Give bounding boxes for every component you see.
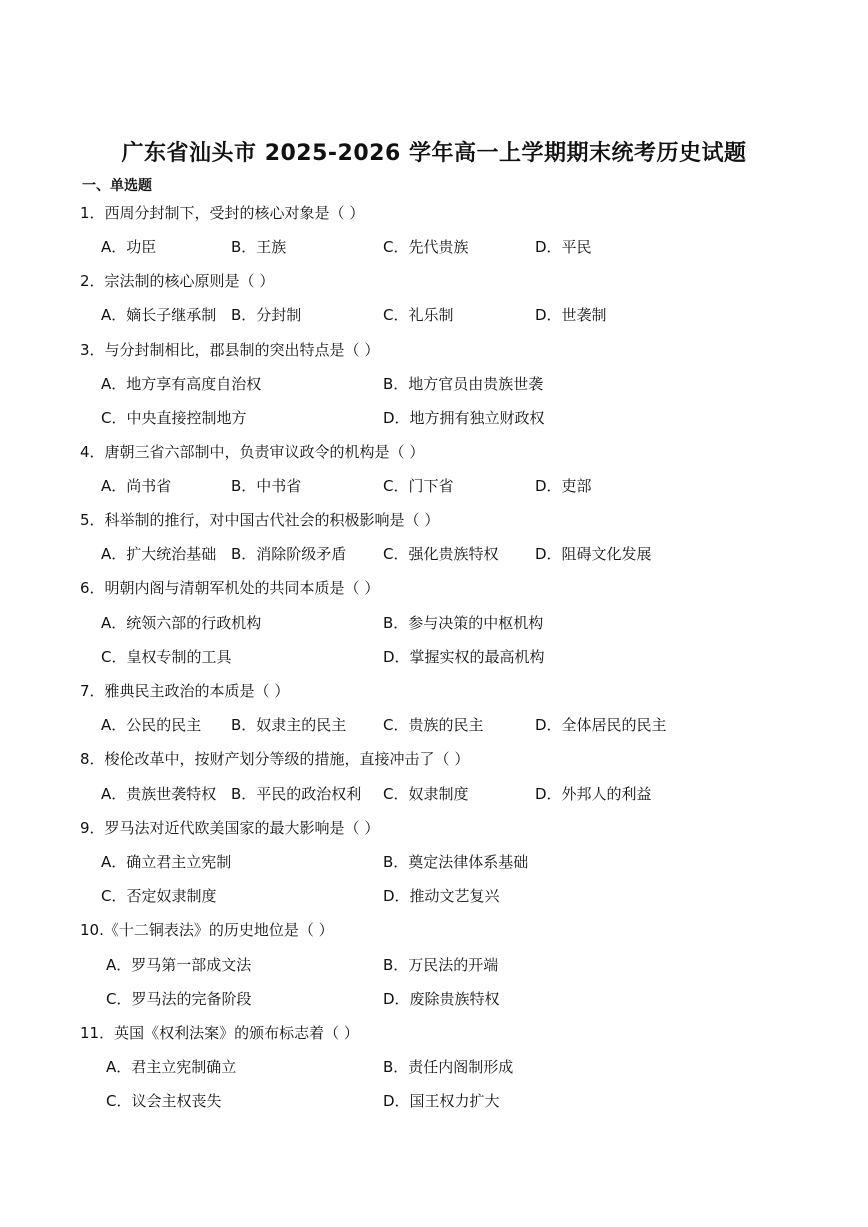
option-b: B．消除阶级矛盾	[231, 545, 347, 563]
option-d: D．吏部	[535, 477, 592, 495]
option-c: C．门下省	[383, 477, 454, 495]
option-c: C．否定奴隶制度	[101, 887, 217, 905]
option-a: A．公民的民主	[101, 716, 202, 734]
option-b: B．中书省	[231, 477, 302, 495]
option-b: B．万民法的开端	[383, 956, 499, 974]
option-d: D．全体居民的民主	[535, 716, 667, 734]
question-stem: 6．明朝内阁与清朝军机处的共同本质是（ ）	[80, 579, 380, 597]
option-a: A．统领六部的行政机构	[101, 614, 262, 632]
option-c: C．贵族的民主	[383, 716, 484, 734]
option-c: C．礼乐制	[383, 306, 454, 324]
option-a: A．君主立宪制确立	[106, 1058, 237, 1076]
option-a: A．贵族世袭特权	[101, 785, 217, 803]
question-stem: 11．英国《权利法案》的颁布标志着（ ）	[80, 1024, 359, 1042]
option-c: C．议会主权丧失	[106, 1092, 222, 1110]
option-d: D．世袭制	[535, 306, 607, 324]
option-b: B．地方官员由贵族世袭	[383, 375, 544, 393]
option-d: D．阻碍文化发展	[535, 545, 652, 563]
question-stem: 7．雅典民主政治的本质是（ ）	[80, 682, 290, 700]
option-a: A．确立君主立宪制	[101, 853, 232, 871]
option-c: C．奴隶制度	[383, 785, 469, 803]
option-d: D．掌握实权的最高机构	[383, 648, 545, 666]
question-stem: 10.《十二铜表法》的历史地位是（ ）	[80, 921, 334, 939]
option-a: A．尚书省	[101, 477, 172, 495]
question-stem: 1．西周分封制下，受封的核心对象是（ ）	[80, 204, 365, 222]
exam-title: 广东省汕头市 2025-2026 学年高一上学期期末统考历史试题	[121, 141, 747, 166]
option-c: C．中央直接控制地方	[101, 409, 247, 427]
option-d: D．地方拥有独立财政权	[383, 409, 545, 427]
option-c: C．皇权专制的工具	[101, 648, 232, 666]
option-d: D．国王权力扩大	[383, 1092, 500, 1110]
option-d: D．平民	[535, 238, 592, 256]
question-stem: 8．梭伦改革中，按财产划分等级的措施，直接冲击了（ ）	[80, 750, 470, 768]
option-b: B．参与决策的中枢机构	[383, 614, 544, 632]
option-d: D．废除贵族特权	[383, 990, 500, 1008]
option-c: C．先代贵族	[383, 238, 469, 256]
option-b: B．责任内阁制形成	[383, 1058, 514, 1076]
option-b: B．平民的政治权利	[231, 785, 362, 803]
option-c: C．罗马法的完备阶段	[106, 990, 252, 1008]
section-heading: 一、单选题	[82, 178, 152, 194]
question-stem: 3．与分封制相比，郡县制的突出特点是（ ）	[80, 341, 380, 359]
option-a: A．扩大统治基础	[101, 545, 217, 563]
option-d: D．推动文艺复兴	[383, 887, 500, 905]
option-b: B．王族	[231, 238, 287, 256]
option-a: A．地方享有高度自治权	[101, 375, 262, 393]
option-d: D．外邦人的利益	[535, 785, 652, 803]
option-b: B．奴隶主的民主	[231, 716, 347, 734]
question-stem: 9．罗马法对近代欧美国家的最大影响是（ ）	[80, 819, 380, 837]
question-stem: 2．宗法制的核心原则是（ ）	[80, 272, 275, 290]
option-c: C．强化贵族特权	[383, 545, 499, 563]
question-stem: 4．唐朝三省六部制中，负责审议政令的机构是（ ）	[80, 443, 425, 461]
option-b: B．奠定法律体系基础	[383, 853, 529, 871]
option-b: B．分封制	[231, 306, 302, 324]
option-a: A．功臣	[101, 238, 157, 256]
option-a: A．嫡长子继承制	[101, 306, 217, 324]
question-stem: 5．科举制的推行，对中国古代社会的积极影响是（ ）	[80, 511, 440, 529]
option-a: A．罗马第一部成文法	[106, 956, 252, 974]
